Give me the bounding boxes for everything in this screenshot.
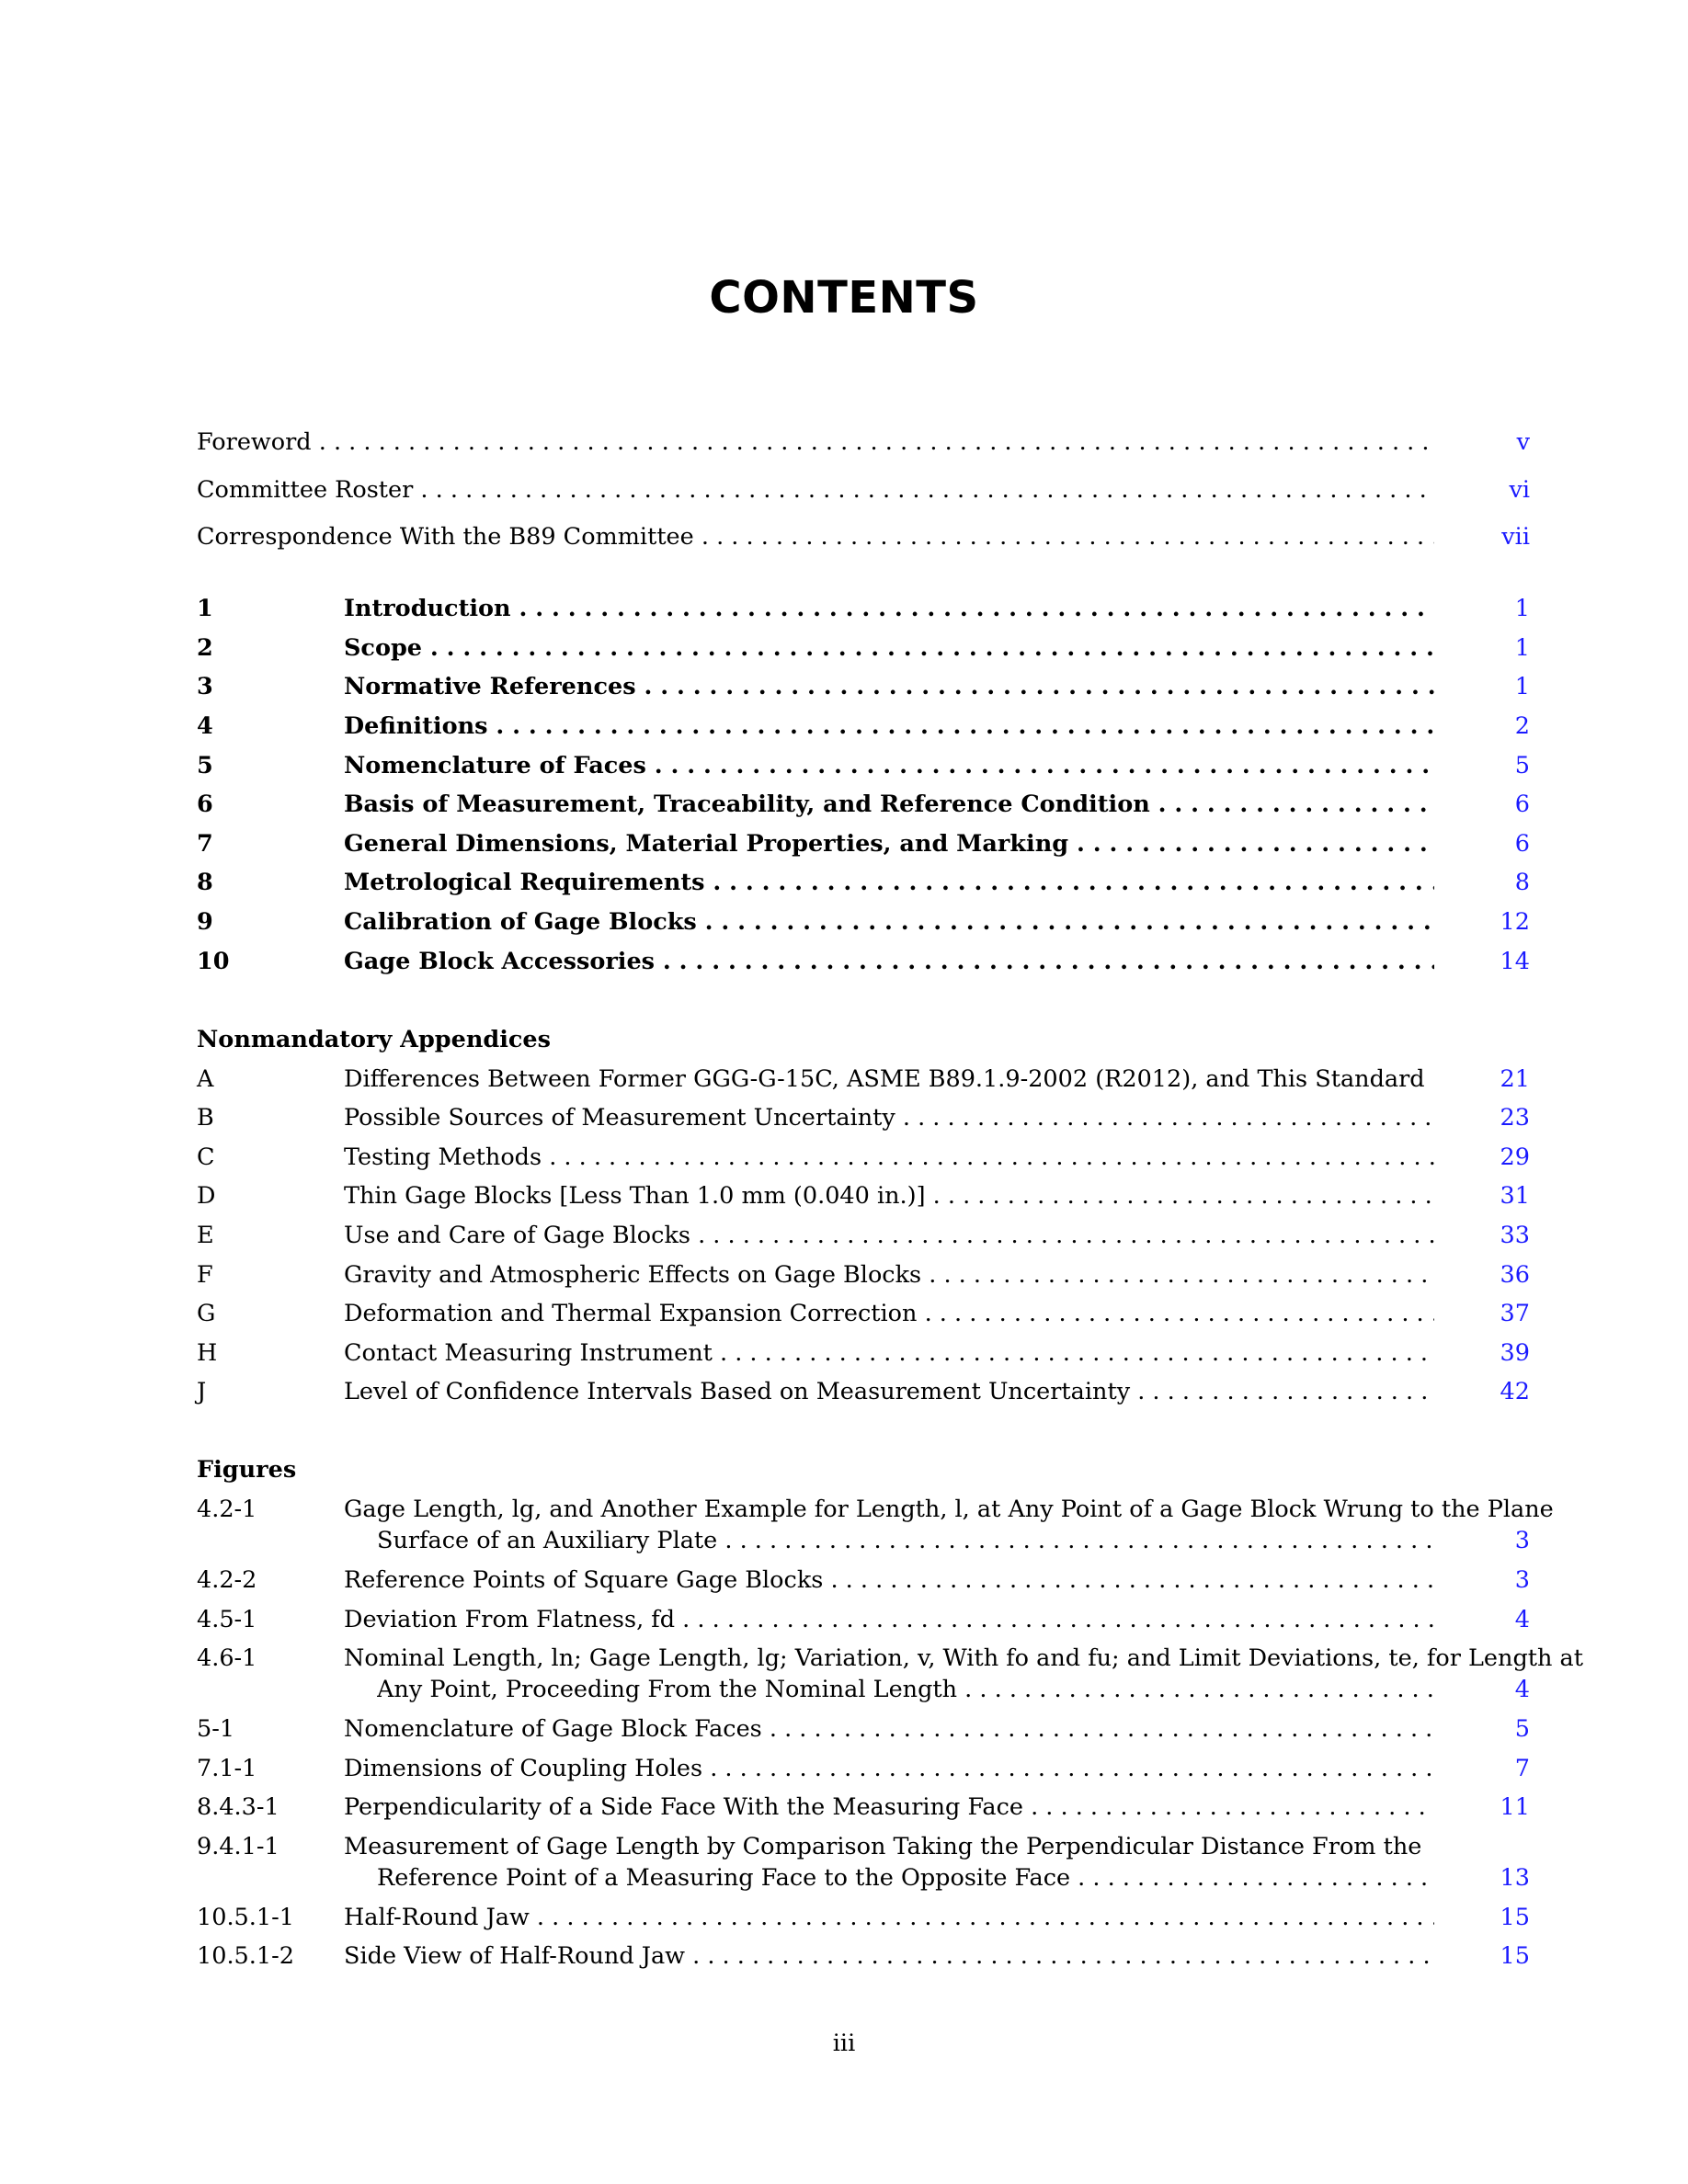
figure-title: Any Point, Proceeding From the Nominal Length . . . (377, 1676, 1434, 1703)
toc-page-link[interactable]: 23 (1500, 1104, 1530, 1132)
appendix-title: Use and Care of Gage Blocks . . . (344, 1222, 1434, 1249)
figure-number: 4.6-1 (197, 1644, 257, 1672)
section-number: 9 (197, 908, 213, 936)
toc-page-link[interactable]: 5 (1514, 752, 1530, 779)
toc-section-7[interactable] (197, 830, 1530, 867)
toc-page-link[interactable]: 3 (1514, 1527, 1530, 1554)
toc-page-link[interactable]: 12 (1500, 908, 1530, 936)
appendix-letter: B (197, 1104, 214, 1132)
section-title: Calibration of Gage Blocks . . . (344, 908, 1434, 936)
section-title: Gage Block Accessories . . . (344, 948, 1434, 975)
figures-heading: Figures (197, 1456, 297, 1484)
toc-page-link[interactable]: 31 (1500, 1182, 1530, 1210)
toc-section-5[interactable] (197, 752, 1530, 789)
figure-number: 10.5.1-2 (197, 1942, 294, 1970)
toc-page-link[interactable]: 15 (1500, 1904, 1530, 1931)
toc-appendix-d[interactable] (197, 1182, 1530, 1219)
figure-title: Reference Point of a Measuring Face to the Opposite Face . . . (377, 1864, 1434, 1892)
toc-entry-text: Correspondence With the B89 Committee . . . (197, 523, 1434, 551)
toc-page-link[interactable]: 6 (1514, 791, 1530, 818)
section-title: Introduction . . . (344, 595, 1434, 622)
appendix-title: Thin Gage Blocks [Less Than 1.0 mm (0.040 in.)] . . . (344, 1182, 1434, 1210)
toc-appendix-a[interactable] (197, 1065, 1530, 1102)
toc-page-link[interactable]: 14 (1500, 948, 1530, 975)
toc-page-link[interactable]: 7 (1514, 1755, 1530, 1782)
figure-number: 4.2-2 (197, 1566, 257, 1594)
section-title: Basis of Measurement, Traceability, and Reference Condition . . . (344, 791, 1434, 818)
toc-appendix-f[interactable] (197, 1261, 1530, 1298)
toc-page-link[interactable]: 36 (1500, 1261, 1530, 1289)
section-number: 8 (197, 869, 213, 896)
toc-section-10[interactable] (197, 948, 1530, 984)
toc-entry-text: Committee Roster . . . (197, 476, 1434, 504)
figure-title: Half-Round Jaw . . . (344, 1904, 1434, 1931)
toc-entry-text: Foreword . . . (197, 428, 1434, 456)
toc-section-2[interactable] (197, 634, 1530, 671)
toc-page-link[interactable]: 29 (1500, 1143, 1530, 1171)
section-number: 6 (197, 791, 213, 818)
toc-page-link[interactable]: 3 (1514, 1566, 1530, 1594)
figure-number: 10.5.1-1 (197, 1904, 294, 1931)
figure-number: 4.2-1 (197, 1496, 257, 1523)
appendix-title: Testing Methods . . . (344, 1143, 1434, 1171)
toc-page-link[interactable]: 1 (1514, 634, 1530, 662)
appendix-letter: D (197, 1182, 216, 1210)
toc-entry-correspondence[interactable] (197, 523, 1530, 560)
toc-appendix-c[interactable] (197, 1143, 1530, 1180)
figure-title: Reference Points of Square Gage Blocks . . . (344, 1566, 1434, 1594)
figure-title: Dimensions of Coupling Holes . . . (344, 1755, 1434, 1782)
section-title: Metrological Requirements . . . (344, 869, 1434, 896)
toc-section-1[interactable] (197, 595, 1530, 631)
toc-page-link[interactable]: 4 (1514, 1606, 1530, 1633)
toc-page-link[interactable]: 33 (1500, 1222, 1530, 1249)
toc-figure-4-5-1[interactable] (197, 1606, 1530, 1643)
toc-appendix-b[interactable] (197, 1104, 1530, 1141)
appendix-letter: E (197, 1222, 214, 1249)
toc-page-link[interactable]: vi (1509, 476, 1530, 504)
toc-section-4[interactable] (197, 712, 1530, 749)
toc-entry-committee-roster[interactable] (197, 476, 1530, 513)
toc-section-9[interactable] (197, 908, 1530, 945)
appendix-title: Gravity and Atmospheric Effects on Gage Blocks . . . (344, 1261, 1434, 1289)
figure-title-line1: Gage Length, lg, and Another Example for Length, l, at Any Point of a Gage Block Wrung to the Plane (344, 1496, 1554, 1523)
toc-appendix-h[interactable] (197, 1339, 1530, 1376)
toc-page-link[interactable]: 21 (1500, 1065, 1530, 1093)
toc-section-3[interactable] (197, 673, 1530, 710)
toc-section-6[interactable] (197, 791, 1530, 827)
figure-number: 9.4.1-1 (197, 1833, 279, 1860)
toc-page-link[interactable]: 42 (1500, 1378, 1530, 1405)
appendix-letter: H (197, 1339, 218, 1367)
appendix-title: Deformation and Thermal Expansion Correction . . . (344, 1300, 1434, 1327)
toc-page-link[interactable]: 5 (1514, 1715, 1530, 1743)
appendix-letter: G (197, 1300, 216, 1327)
section-number: 5 (197, 752, 213, 779)
toc-figure-4-2-2[interactable] (197, 1566, 1530, 1603)
toc-page-link[interactable]: 4 (1514, 1676, 1530, 1703)
appendix-letter: F (197, 1261, 213, 1289)
figure-number: 5-1 (197, 1715, 235, 1743)
appendix-letter: C (197, 1143, 215, 1171)
figure-title-line1: Measurement of Gage Length by Comparison Taking the Perpendicular Distance From the (344, 1833, 1422, 1860)
appendices-heading: Nonmandatory Appendices (197, 1026, 552, 1053)
section-number: 3 (197, 673, 213, 700)
appendix-letter: A (197, 1065, 214, 1093)
toc-page-link[interactable]: 37 (1500, 1300, 1530, 1327)
figure-number: 8.4.3-1 (197, 1793, 279, 1821)
figure-title: Nomenclature of Gage Block Faces . . . (344, 1715, 1434, 1743)
toc-appendix-j[interactable] (197, 1378, 1530, 1415)
toc-appendix-g[interactable] (197, 1300, 1530, 1337)
section-number: 1 (197, 595, 213, 622)
figure-title: Deviation From Flatness, fd . . . (344, 1606, 1434, 1633)
toc-figure-5-1[interactable] (197, 1715, 1530, 1752)
section-number: 10 (197, 948, 230, 975)
toc-page-link[interactable]: 11 (1500, 1793, 1530, 1821)
appendix-letter: J (197, 1378, 207, 1405)
section-title: General Dimensions, Material Properties, and Marking . . . (344, 830, 1434, 858)
toc-page-link[interactable]: v (1516, 428, 1530, 456)
toc-figure-10-5-1-1[interactable] (197, 1904, 1530, 1940)
appendix-title: Contact Measuring Instrument . . . (344, 1339, 1434, 1367)
section-title: Scope . . . (344, 634, 1434, 662)
page-number: iii (832, 2030, 856, 2057)
toc-section-8[interactable] (197, 869, 1530, 905)
section-title: Normative References . . . (344, 673, 1434, 700)
section-number: 2 (197, 634, 213, 662)
toc-page-link[interactable]: 1 (1514, 673, 1530, 700)
figure-number: 7.1-1 (197, 1755, 257, 1782)
figure-title: Surface of an Auxiliary Plate . . . (377, 1527, 1434, 1554)
toc-page-link[interactable]: 2 (1514, 712, 1530, 740)
toc-figure-8-4-3-1[interactable] (197, 1793, 1530, 1830)
section-title: Nomenclature of Faces . . . (344, 752, 1434, 779)
figure-number: 4.5-1 (197, 1606, 257, 1633)
toc-entry-foreword[interactable] (197, 428, 1530, 465)
toc-page-link[interactable]: 13 (1500, 1864, 1530, 1892)
toc-page-link[interactable]: 1 (1514, 595, 1530, 622)
appendix-title: Differences Between Former GGG-G-15C, ASME B89.1.9-2002 (R2012), and This Standard . . . (344, 1065, 1434, 1093)
toc-page-link[interactable]: 6 (1514, 830, 1530, 858)
toc-appendix-e[interactable] (197, 1222, 1530, 1258)
figure-title: Side View of Half-Round Jaw . . . (344, 1942, 1434, 1970)
toc-page-link[interactable]: 8 (1514, 869, 1530, 896)
toc-page-link[interactable]: 15 (1500, 1942, 1530, 1970)
section-title: Definitions . . . (344, 712, 1434, 740)
page-title: CONTENTS (709, 272, 979, 324)
appendix-title: Possible Sources of Measurement Uncertainty . . . (344, 1104, 1434, 1132)
toc-page-link[interactable]: 39 (1500, 1339, 1530, 1367)
toc-figure-7-1-1[interactable] (197, 1755, 1530, 1792)
toc-page-link[interactable]: vii (1501, 523, 1530, 551)
appendix-title: Level of Confidence Intervals Based on Measurement Uncertainty . . . (344, 1378, 1434, 1405)
figure-title: Perpendicularity of a Side Face With the Measuring Face . . . (344, 1793, 1434, 1821)
section-number: 4 (197, 712, 213, 740)
figure-title-line1: Nominal Length, ln; Gage Length, lg; Variation, v, With fo and fu; and Limit Deviations, te, for Length at (344, 1644, 1583, 1672)
section-number: 7 (197, 830, 213, 858)
toc-figure-10-5-1-2[interactable] (197, 1942, 1530, 1979)
